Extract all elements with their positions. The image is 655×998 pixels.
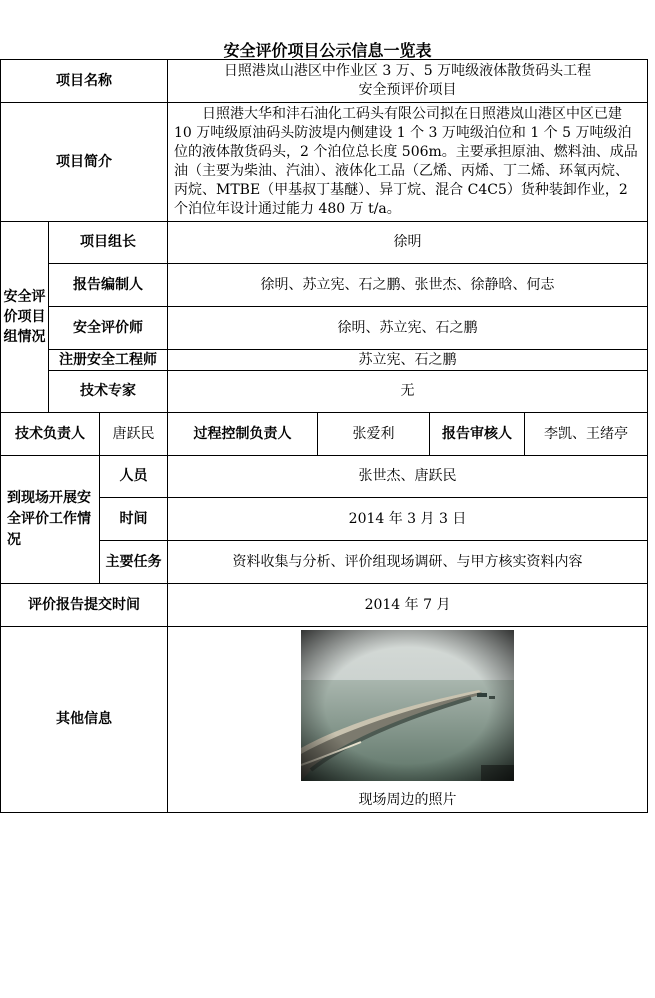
experts-label: 技术专家 xyxy=(49,371,168,413)
site-people-label: 人员 xyxy=(100,456,168,498)
row-writers xyxy=(1,264,648,307)
project-intro-text: 日照港大华和沣石油化工码头有限公司拟在日照港岚山港区中区已建 10 万吨级原油码头防波堤内侧建设 1 个 3 万吨级泊位和 1 个 5 万吨级泊位的液体散货码头，2 个泊位总长度 506m。主要承担原油、燃料油、成品油（主要为柴油、汽油）、液体化工品（乙烯、丙烯、丁二烯、环氧丙烷、丙烷、MTBE（甲基叔丁基醚）、异丁烷、混合 C4C5）货种装卸作业，2 个泊位年设计通过能力 480 万 t/a。 xyxy=(174,106,638,217)
assessors-label: 安全评价师 xyxy=(49,307,168,350)
row-submit xyxy=(1,584,648,627)
site-people-value: 张世杰、唐跃民 xyxy=(168,456,648,498)
project-name-line2: 安全预评价项目 xyxy=(358,82,457,98)
project-name-value xyxy=(168,60,648,103)
row-experts xyxy=(1,371,648,413)
experts-value: 无 xyxy=(168,371,648,413)
tech-responsible-label: 技术负责人 xyxy=(1,413,100,456)
row-team-leader xyxy=(1,222,648,264)
row-project-intro xyxy=(1,103,648,222)
site-task-label: 主要任务 xyxy=(100,541,168,584)
site-time-value: 2014 年 3 月 3 日 xyxy=(168,498,648,541)
row-engineers xyxy=(1,350,648,371)
tech-responsible-value: 唐跃民 xyxy=(100,413,168,456)
site-visit-group-label: 到现场开展安全评价工作情况 xyxy=(1,456,100,584)
writers-value: 徐明、苏立宪、石之鹏、张世杰、徐静晗、何志 xyxy=(168,264,648,307)
row-project-name xyxy=(1,60,648,103)
project-name-label: 项目名称 xyxy=(1,60,168,103)
row-site-people xyxy=(1,456,648,498)
project-intro-label: 项目简介 xyxy=(1,103,168,222)
page-title: 安全评价项目公示信息一览表 xyxy=(223,41,432,60)
info-table xyxy=(0,59,648,813)
leader-value: 徐明 xyxy=(168,222,648,264)
site-time-label: 时间 xyxy=(100,498,168,541)
row-assessors xyxy=(1,307,648,350)
assessors-value: 徐明、苏立宪、石之鹏 xyxy=(168,307,648,350)
site-photo xyxy=(301,630,514,781)
row-other xyxy=(1,627,648,813)
writers-label: 报告编制人 xyxy=(49,264,168,307)
process-responsible-label: 过程控制负责人 xyxy=(168,413,318,456)
site-task-value: 资料收集与分析、评价组现场调研、与甲方核实资料内容 xyxy=(168,541,648,584)
row-responsible xyxy=(1,413,648,456)
engineers-value: 苏立宪、石之鹏 xyxy=(168,350,648,371)
team-group-label: 安全评价项目组情况 xyxy=(1,222,49,413)
photo-caption: 现场周边的照片 xyxy=(358,791,457,808)
leader-label: 项目组长 xyxy=(49,222,168,264)
submit-label: 评价报告提交时间 xyxy=(1,584,168,627)
process-responsible-value: 张爱利 xyxy=(318,413,430,456)
engineers-label: 注册安全工程师 xyxy=(49,350,168,371)
other-content xyxy=(168,627,648,813)
project-name-line1: 日照港岚山港区中作业区 3 万、5 万吨级液体散货码头工程 xyxy=(223,63,592,79)
submit-value: 2014 年 7 月 xyxy=(168,584,648,627)
reviewer-value: 李凯、王绪亭 xyxy=(525,413,648,456)
reviewer-label: 报告审核人 xyxy=(430,413,525,456)
project-intro-cell xyxy=(168,103,648,222)
other-label: 其他信息 xyxy=(1,627,168,813)
